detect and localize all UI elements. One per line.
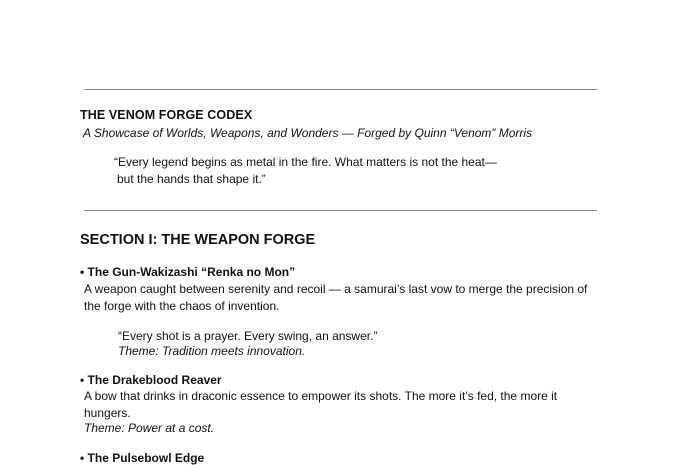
weapon-title-renka-no-mon: • The Gun-Wakizashi “Renka no Mon” — [80, 265, 296, 279]
weapon-title-pulsebowl-edge: • The Pulsebowl Edge — [80, 451, 205, 465]
document-subtitle: A Showcase of Worlds, Weapons, and Wonders — Forged by Quinn “Venom” Morris — [83, 126, 533, 140]
description-line: hungers. — [84, 406, 131, 420]
section-divider — [84, 210, 597, 211]
weapon-theme-renka-no-mon: Theme: Tradition meets innovation. — [118, 344, 306, 358]
description-line: the forge with the chaos of invention. — [84, 299, 280, 313]
weapon-description-drakeblood-reaver — [84, 388, 557, 422]
epigraph-line-1: “Every legend begins as metal in the fire. What matters is not the heat— — [114, 155, 497, 169]
section-heading: SECTION I: THE WEAPON FORGE — [80, 232, 316, 248]
weapon-description-renka-no-mon — [84, 281, 587, 315]
document-title: THE VENOM FORGE CODEX — [80, 108, 253, 122]
epigraph-quote — [114, 154, 497, 188]
description-line: A weapon caught between serenity and recoil — a samurai’s last vow to merge the precision of — [84, 282, 588, 296]
description-line: A bow that drinks in draconic essence to empower its shots. The more it’s fed, the more it — [84, 389, 558, 403]
weapon-title-drakeblood-reaver: • The Drakeblood Reaver — [80, 373, 222, 387]
epigraph-line-2: but the hands that shape it.” — [117, 172, 266, 186]
weapon-quote-renka-no-mon: “Every shot is a prayer. Every swing, an answer.” — [118, 329, 378, 343]
weapon-theme-drakeblood-reaver: Theme: Power at a cost. — [84, 421, 215, 435]
top-divider — [84, 89, 597, 90]
